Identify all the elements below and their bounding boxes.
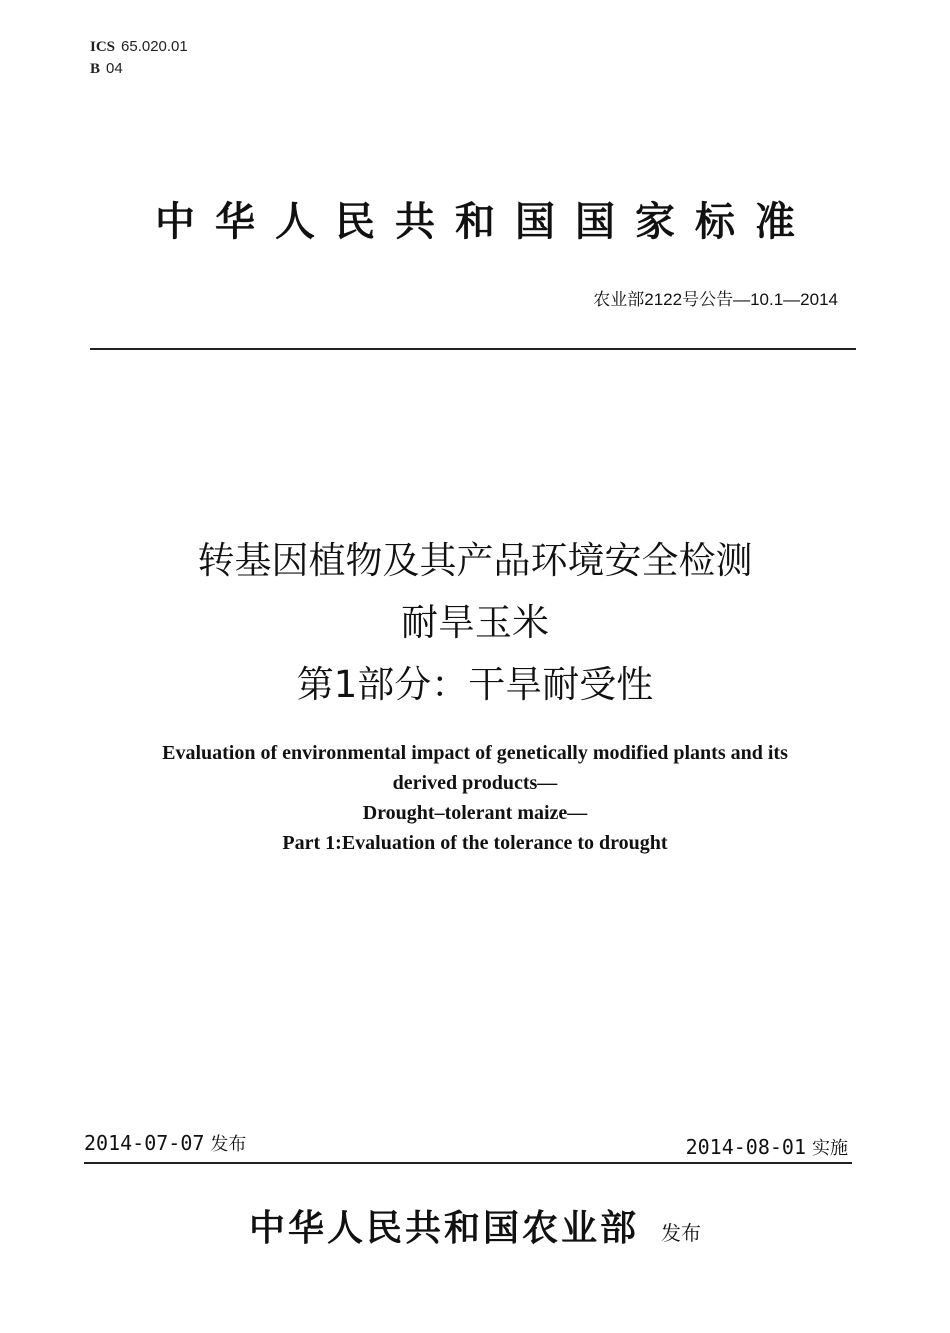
- effective-date-value: 2014-08-01: [685, 1135, 806, 1159]
- publish-date-value: 2014-07-07: [84, 1131, 205, 1155]
- category-row: [90, 58, 188, 80]
- issuer-organization: 中华人民共和国农业部: [248, 1207, 639, 1249]
- category-label: B: [90, 61, 101, 77]
- cn-title-line-2: 耐旱玉米: [401, 601, 549, 644]
- en-title-line-4: Part 1:Evaluation of the tolerance to drought: [282, 832, 668, 854]
- header-divider: [90, 348, 856, 350]
- standard-number: 农业部2122号公告—10.1—2014: [593, 290, 838, 309]
- cn-title-line-3: 第1部分：干旱耐受性: [296, 663, 654, 706]
- effective-date: [686, 1134, 848, 1160]
- ics-classification: [90, 36, 188, 80]
- national-standard-heading: [0, 190, 950, 247]
- publish-date: [84, 1130, 246, 1156]
- footer-divider: [84, 1162, 852, 1164]
- ics-code: 65.020.01: [121, 38, 188, 55]
- effective-date-label: 实施: [812, 1138, 848, 1159]
- english-title: [60, 738, 890, 858]
- en-title-line-2: derived products—: [392, 772, 558, 794]
- en-title-line-1: Evaluation of environmental impact of genetically modified plants and its: [162, 742, 788, 764]
- ics-row: [90, 36, 188, 58]
- national-standard-text: 中华人民共和国国家标准: [155, 199, 815, 245]
- publish-date-label: 发布: [210, 1134, 247, 1155]
- issuer: [0, 1200, 950, 1251]
- cn-title-line-1: 转基因植物及其产品环境安全检测: [197, 539, 753, 582]
- category-code: 04: [106, 60, 123, 77]
- ics-label: ICS: [90, 39, 116, 55]
- en-title-line-3: Drought–tolerant maize—: [362, 802, 588, 824]
- issuer-action: 发布: [661, 1221, 701, 1245]
